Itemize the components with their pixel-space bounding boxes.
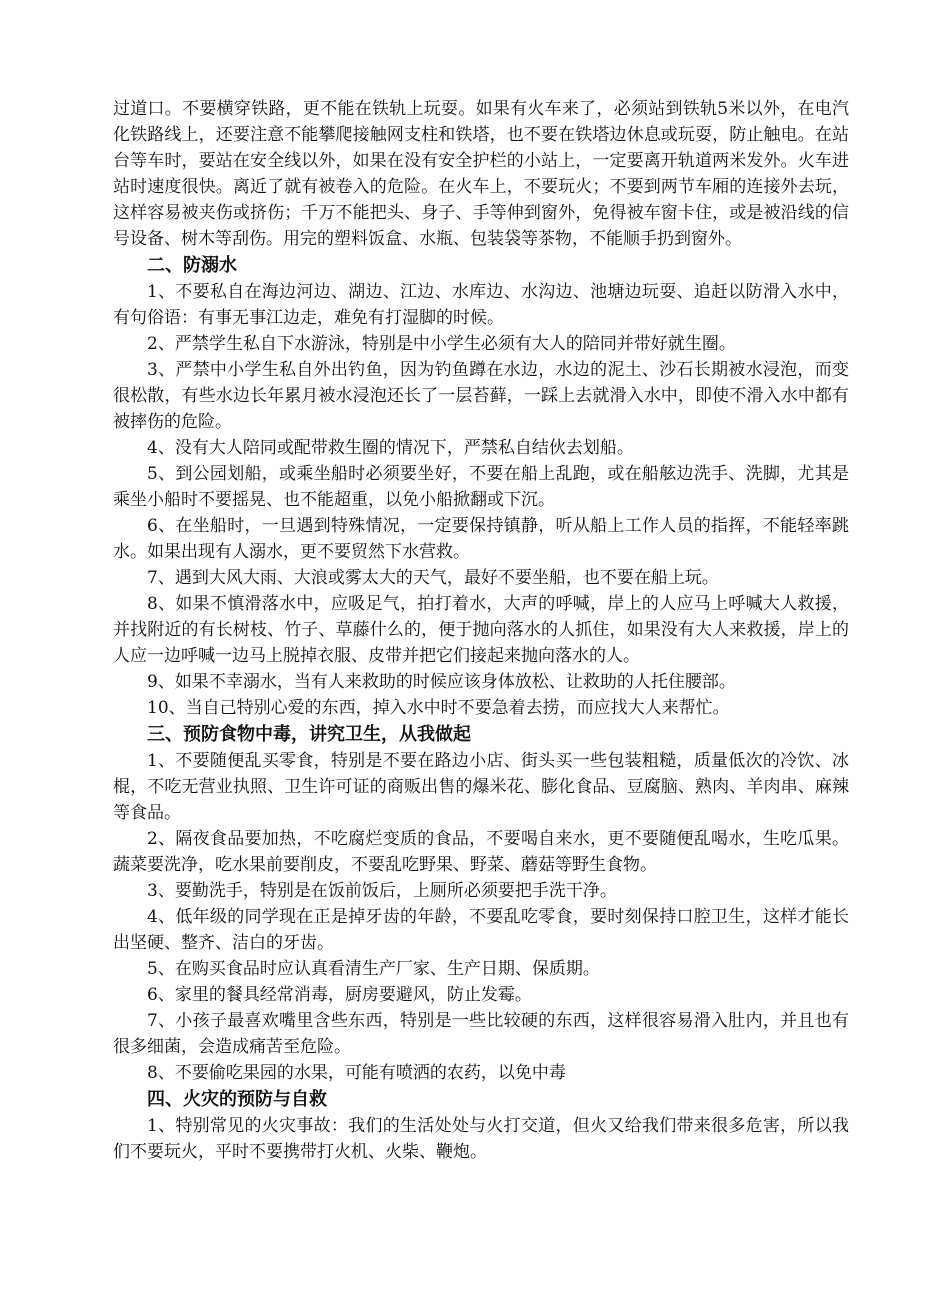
list-item: 9、如果不幸溺水，当有人来救助的时候应该身体放松、让救助的人托住腰部。 [147,672,736,692]
list-item: 6、在坐船时，一旦遇到特殊情况，一定要保持镇静，听从船上工作人员的指挥，不能轻率跳水。如果出现有人溺水，更不要贸然下水营救。 [113,516,849,562]
list-item: 7、遇到大风大雨、大浪或雾太大的天气，最好不要坐船，也不要在船上玩。 [147,568,719,588]
list-item: 4、没有大人陪同或配带救生圈的情况下，严禁私自结伙去划船。 [147,438,634,458]
list-item: 7、小孩子最喜欢嘴里含些东西，特别是一些比较硬的东西，这样很容易滑入肚内，并且也有很多细菌，会造成痛苦至危险。 [113,1011,849,1057]
section-heading: 二、防溺水 [147,255,237,276]
intro-paragraph: 过道口。不要横穿铁路，更不能在铁轨上玩耍。如果有火车来了，必须站到铁轨5米以外，在电汽化铁路线上，还要注意不能攀爬接触网支柱和铁塔，也不要在铁塔边休息或玩耍，防止触电。在站台等车时，要站在安全线以外，如果在没有安全护栏的小站上，一定要离开轨道两米发外。火车进站时速度很快。离近了就有被卷入的危险。在火车上，不要玩火；不要到两节车厢的连接外去玩，这样容易被夹伤或挤伤；千万不能把头、身子、手等伸到窗外，免得被车窗卡住，或是被沿线的信号设备、树木等刮伤。用完的塑料饭盒、水瓶、包装袋等茶物，不能顺手扔到窗外。 [113,99,849,249]
list-item: 5、在购买食品时应认真看清生产厂家、生产日期、保质期。 [147,959,600,979]
section-heading: 四、火灾的预防与自救 [147,1089,327,1110]
list-item: 2、隔夜食品要加热，不吃腐烂变质的食品，不要喝自来水，更不要随便乱喝水，生吃瓜果。蔬菜要洗净，吃水果前要削皮，不要乱吃野果、野菜、蘑菇等野生食物。 [113,829,849,875]
list-item: 10、当自己特别心爱的东西，掉入水中时不要急着去捞，而应找大人来帮忙。 [147,698,730,718]
list-item: 8、如果不慎滑落水中，应吸足气，拍打着水，大声的呼喊，岸上的人应马上呼喊大人救援，并找附近的有长树枝、竹子、草藤什么的，便于抛向落水的人抓住，如果没有大人来救援，岸上的人应一边呼喊一边马上脱掉衣服、皮带并把它们接起来抛向落水的人。 [113,594,849,666]
section-fire-safety [113,1086,849,1165]
list-item: 8、不要偷吃果园的水果，可能有喷洒的农药，以免中毒 [147,1063,566,1083]
section-drowning [113,252,849,721]
document-page [113,96,849,1165]
list-item: 6、家里的餐具经常消毒，厨房要避风，防止发霉。 [147,985,532,1005]
list-item: 1、特别常见的火灾事故：我们的生活处处与火打交道，但火又给我们带来很多危害，所以我们不要玩火，平时不要携带打火机、火柴、鞭炮。 [113,1116,849,1162]
list-item: 4、低年级的同学现在正是掉牙齿的年龄，不要乱吃零食，要时刻保持口腔卫生，这样才能长出坚硬、整齐、洁白的牙齿。 [113,907,849,953]
section-heading: 三、预防食物中毒，讲究卫生，从我做起 [147,724,471,745]
list-item: 3、要勤洗手，特别是在饭前饭后，上厕所必须要把手洗干净。 [147,881,617,901]
list-item: 2、严禁学生私自下水游泳，特别是中小学生必须有大人的陪同并带好就生圈。 [147,334,736,354]
list-item: 3、严禁中小学生私自外出钓鱼，因为钓鱼蹲在水边，水边的泥土、沙石长期被水浸泡，而变很松散，有些水边长年累月被水浸泡还长了一层苔藓，一踩上去就滑入水中，即使不滑入水中都有被摔伤的危险。 [113,360,849,432]
list-item: 1、不要私自在海边河边、湖边、江边、水库边、水沟边、池塘边玩耍、追赶以防滑入水中，有句俗语：有事无事江边走，难免有打湿脚的时候。 [113,282,849,328]
list-item: 1、不要随便乱买零食，特别是不要在路边小店、街头买一些包装粗糙，质量低次的冷饮、冰棍，不吃无营业执照、卫生许可证的商贩出售的爆米花、膨化食品、豆腐脑、熟肉、羊肉串、麻辣等食品。 [113,751,849,823]
list-item: 5、到公园划船，或乘坐船时必须要坐好，不要在船上乱跑，或在船舷边洗手、洗脚，尤其是乘坐小船时不要摇晃、也不能超重，以免小船掀翻或下沉。 [113,464,849,510]
section-food-safety [113,721,849,1086]
